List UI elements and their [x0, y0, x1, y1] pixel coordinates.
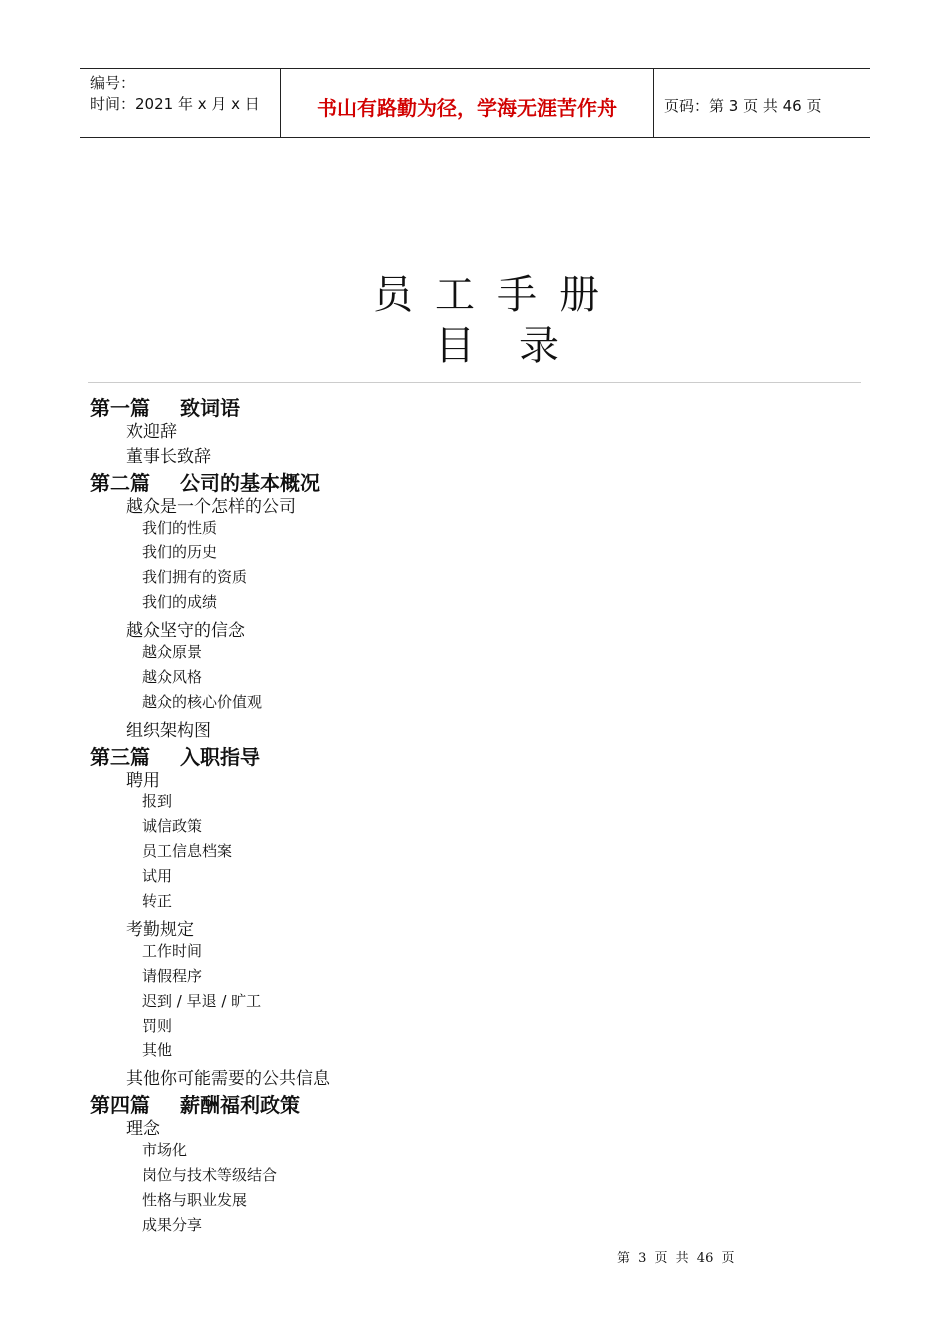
toc-part-heading	[90, 741, 260, 770]
toc-entry-text: 组织架构图	[126, 720, 211, 741]
toc-subsection	[142, 641, 202, 662]
header-page-info: 页码：第 3 页 共 46 页	[664, 96, 822, 115]
toc-entry-text: 越众原景	[142, 643, 203, 661]
toc-section	[126, 492, 296, 517]
toc-part-number: 第二篇	[90, 470, 150, 495]
toc-entry-text: 请假程序	[142, 966, 203, 985]
toc-section	[126, 915, 194, 940]
header-motto: 书山有路勤为径，学海无涯苦作舟	[281, 69, 654, 137]
toc-entry-text: 诚信政策	[142, 817, 203, 836]
toc-subsection	[142, 790, 172, 811]
toc-entry-text: 岗位与技术等级结合	[142, 1165, 278, 1184]
toc-entry-text: 入职指导	[180, 744, 260, 769]
toc-section	[126, 716, 211, 741]
toc-entry-text: 考勤规定	[126, 919, 194, 940]
title-divider	[88, 382, 861, 383]
toc-subsection	[142, 591, 217, 612]
toc-entry-text: 报到	[142, 792, 173, 811]
toc-entry-text: 欢迎辞	[126, 421, 177, 442]
toc-section	[126, 1064, 330, 1089]
toc-subsection	[142, 1039, 172, 1060]
toc-subsection	[142, 890, 172, 911]
toc-entry-text: 其他	[142, 1041, 173, 1060]
toc-entry-text: 越众是一个怎样的公司	[126, 496, 296, 517]
toc-entry-text: 市场化	[142, 1141, 188, 1159]
toc-entry-text: 转正	[142, 892, 173, 910]
toc-part-number: 第三篇	[90, 744, 150, 769]
page-header	[80, 68, 870, 138]
toc-subsection	[142, 517, 217, 538]
toc-entry-text: 其他你可能需要的公共信息	[126, 1069, 330, 1090]
toc-part-number: 第四篇	[90, 1093, 150, 1118]
toc-section	[126, 766, 160, 791]
toc-subsection	[142, 541, 217, 562]
toc-subsection	[142, 990, 261, 1011]
toc-entry-text: 我们的历史	[142, 543, 218, 562]
toc-section	[126, 417, 177, 442]
toc-subsection	[142, 840, 232, 861]
toc-entry-text: 越众的核心价值观	[142, 692, 263, 711]
toc-title: 目录	[435, 323, 603, 369]
toc-entry-text: 性格与职业发展	[142, 1190, 248, 1209]
toc-entry-text: 越众坚守的信念	[126, 621, 245, 642]
toc-subsection	[142, 965, 202, 986]
toc-subsection	[142, 1139, 187, 1160]
toc-subsection	[142, 691, 262, 712]
toc-subsection	[142, 1015, 172, 1036]
toc-part-heading	[90, 1089, 300, 1118]
header-meta	[80, 69, 281, 137]
page-footer: 第 3 页 共 46 页	[617, 1251, 735, 1266]
toc-entry-text: 员工信息档案	[142, 842, 233, 861]
time-label: 时间：2021 年 x 月 x 日	[90, 95, 260, 113]
toc-entry-text: 我们的成绩	[142, 593, 218, 612]
document-title: 员工手册	[373, 272, 621, 318]
toc-subsection	[142, 666, 202, 687]
toc-section	[126, 616, 245, 641]
toc-subsection	[142, 1189, 247, 1210]
toc-entry-text: 董事长致辞	[126, 446, 211, 467]
toc-entry-text: 工作时间	[142, 941, 203, 960]
toc-subsection	[142, 940, 202, 961]
toc-entry-text: 试用	[142, 867, 173, 886]
toc-subsection	[142, 815, 202, 836]
toc-entry-text: 我们的性质	[142, 518, 218, 537]
toc-entry-text: 迟到 / 早退 / 旷工	[142, 991, 262, 1010]
toc-subsection	[142, 1214, 202, 1235]
toc-entry-text: 薪酬福利政策	[180, 1093, 300, 1118]
toc-section	[126, 442, 211, 467]
toc-entry-text: 聘用	[126, 770, 160, 791]
toc-section	[126, 1114, 160, 1139]
toc-entry-text: 越众风格	[142, 667, 203, 686]
toc-entry-text: 公司的基本概况	[180, 470, 320, 495]
toc-entry-text: 理念	[126, 1119, 160, 1140]
toc-entry-text: 我们拥有的资质	[142, 568, 248, 587]
toc-subsection	[142, 1164, 277, 1185]
toc-part-number: 第一篇	[90, 396, 150, 420]
toc-subsection	[142, 566, 247, 587]
code-label: 编号：	[90, 74, 136, 92]
toc-subsection	[142, 865, 172, 886]
toc-entry-text: 成果分享	[142, 1215, 203, 1234]
toc-entry-text: 致词语	[180, 396, 240, 420]
toc-entry-text: 罚则	[142, 1016, 173, 1035]
